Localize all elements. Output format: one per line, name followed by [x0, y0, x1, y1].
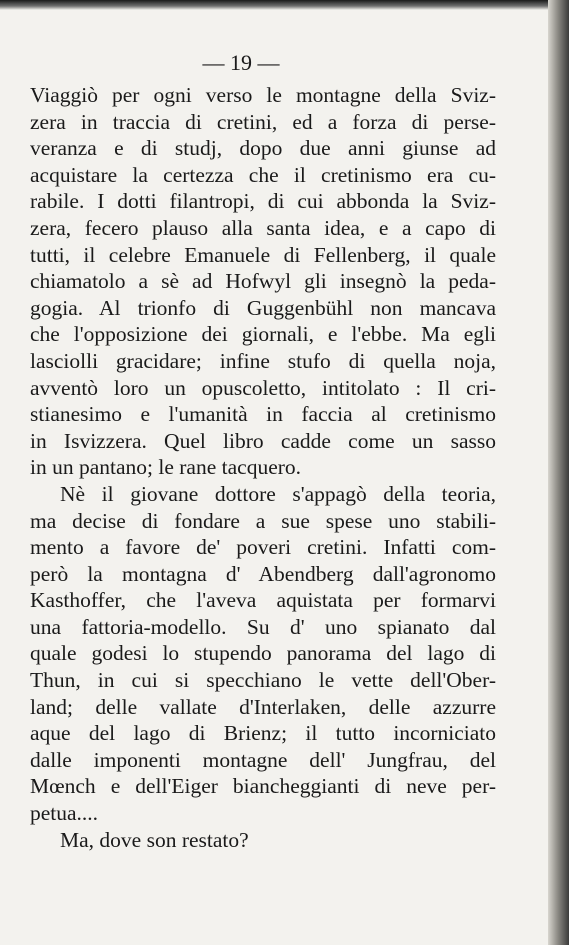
text-line: lasciolli gracidare; infine stufo di quella noja,	[30, 348, 496, 373]
text-line: petua....	[30, 801, 99, 826]
text-line: in un pantano; le rane tacquero.	[30, 455, 302, 480]
page-number: — 19 —	[202, 50, 280, 75]
text-line: rabile. I dotti filantropi, di cui abbonda la Sviz-	[30, 189, 496, 214]
scan-top-shadow	[0, 0, 552, 10]
text-line: mento a favore de' poveri cretini. Infatti com-	[30, 535, 496, 560]
page-binding-edge	[548, 0, 569, 945]
text-line: aque del lago di Brienz; il tutto incorniciato	[30, 721, 496, 746]
text-line: acquistare la certezza che il cretinismo era cu-	[30, 162, 496, 187]
text-line: avventò loro un opuscoletto, intitolato : Il cri-	[30, 375, 496, 400]
text-line: una fattoria-modello. Su d' uno spianato dal	[30, 614, 496, 639]
text-line: in Isvizzera. Quel libro cadde come un sasso	[30, 428, 496, 453]
text-line: Viaggiò per ogni verso le montagne della Sviz-	[30, 83, 496, 107]
text-line: Thun, in cui si specchiano le vette dell'Ober-	[30, 668, 496, 693]
text-line: land; delle vallate d'Interlaken, delle azzurre	[30, 694, 496, 719]
text-line: che l'opposizione dei giornali, e l'ebbe. Ma egli	[30, 322, 496, 347]
text-line: zera in traccia di cretini, ed a forza di perse-	[30, 109, 496, 134]
body-text	[30, 82, 496, 853]
text-line: Mœnch e dell'Eiger biancheggianti di neve per-	[30, 774, 496, 799]
text-line: tutti, il celebre Emanuele di Fellenberg, il quale	[30, 242, 496, 267]
text-line: gogia. Al trionfo di Guggenbühl non mancava	[30, 295, 496, 320]
text-line: ma decise di fondare a sue spese uno stabili-	[30, 508, 496, 533]
text-line: Kasthoffer, che l'aveva aquistata per formarvi	[30, 588, 496, 613]
text-line: quale godesi lo stupendo panorama del lago di	[30, 641, 496, 666]
text-line: chiamatolo a sè ad Hofwyl gli insegnò la peda-	[30, 269, 496, 294]
text-line: veranza e di studj, dopo due anni giunse ad	[30, 136, 496, 161]
text-line: Nè il giovane dottore s'appagò della teoria,	[60, 481, 496, 506]
text-line: zera, fecero plauso alla santa idea, e a capo di	[30, 215, 496, 240]
text-line: Ma, dove son restato?	[60, 827, 249, 852]
text-line: stianesimo e l'umanità in faccia al cretinismo	[30, 402, 496, 427]
text-line: però la montagna d' Abendberg dall'agronomo	[30, 561, 496, 586]
text-line: dalle imponenti montagne dell' Jungfrau, del	[30, 747, 496, 772]
